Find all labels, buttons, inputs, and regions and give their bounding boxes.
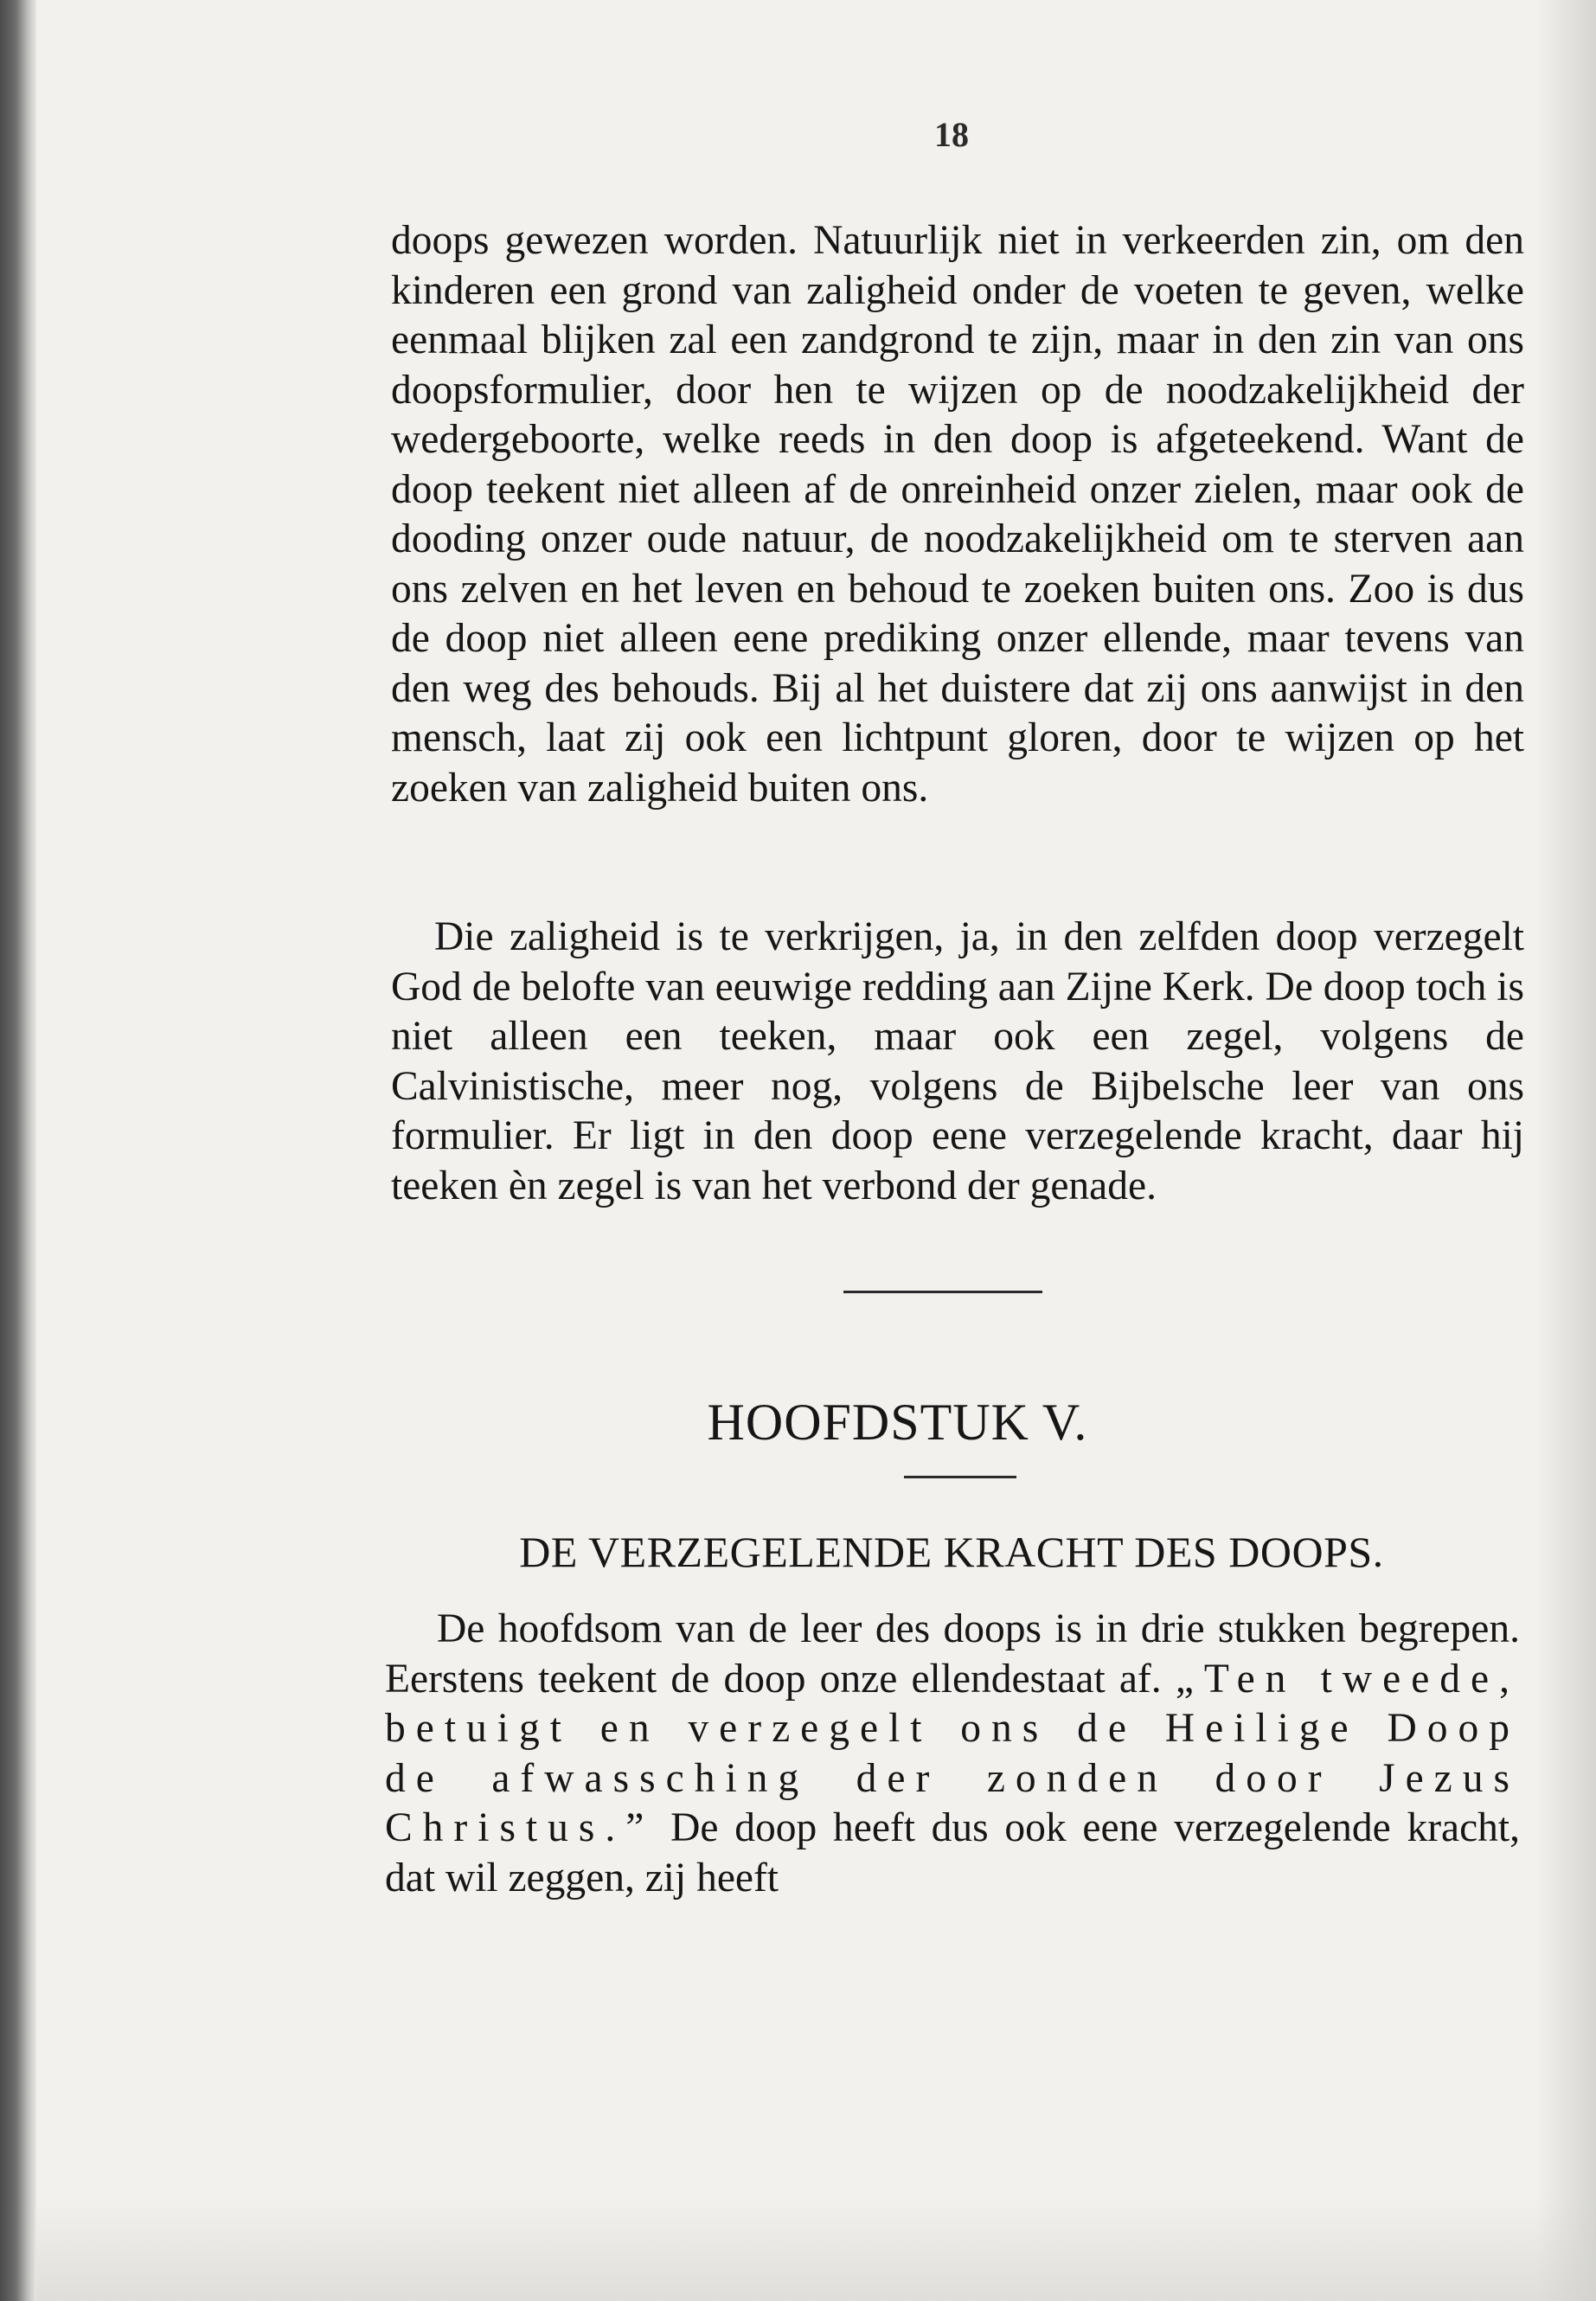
paragraph-2: Die zaligheid is te verkrijgen, ja, in den zelfden doop verzegelt God de belofte van eeuwige redding aan Zijne Kerk. De doop toch is niet alleen een teeken, maar ook een zegel, volgens de Calvinistische, meer nog, volgens de Bijbelsche leer van ons formulier. Er ligt in den doop eene verzegelende kracht, daar hij teeken èn zegel is van het verbond der genade. <box>391 914 1524 1208</box>
paragraph-3-quote: „Ten tweede, betuigt en verzegelt ons de Heilige Doop de afwassching der zonden door Jezus Christus.” <box>385 1656 1520 1850</box>
scan-left-edge <box>0 0 36 2301</box>
paragraph-3 <box>385 1605 1520 1903</box>
scan-bottom-shade <box>36 2197 1596 2301</box>
page-number: 18 <box>934 115 969 154</box>
paragraph-3-intro: De hoofdsom van de leer des doops is in drie stukken begrepen. Eerstens teekent de doop onze ellendestaat af. <box>385 1606 1520 1702</box>
chapter-heading: HOOFDSTUK V. <box>707 1394 1088 1451</box>
section-divider-bottom <box>904 1476 1016 1478</box>
chapter-title: DE VERZEGELENDE KRACHT DES DOOPS. <box>519 1528 1384 1576</box>
paragraph-3-outro: De doop heeft dus ook eene verzegelende kracht, dat wil zeggen, zij heeft <box>385 1805 1521 1900</box>
scan-right-shade <box>1535 0 1596 2301</box>
paragraph-1: doops gewezen worden. Natuurlijk niet in verkeerden zin, om den kinderen een grond van zaligheid onder de voeten te geven, welke eenmaal blijken zal een zandgrond te zijn, maar in den zin van ons doopsformulier, door hen te wijzen op de noodzakelijkheid der wedergeboorte, welke reeds in den doop is afgeteekend. Want de doop teekent niet alleen af de onreinheid onzer zielen, maar ook de dooding onzer oude natuur, de noodzakelijkheid om te sterven aan ons zelven en het leven en behoud te zoeken buiten ons. Zoo is dus de doop niet alleen eene prediking onzer ellende, maar tevens van den weg des behouds. Bij al het duistere dat zij ons aanwijst in den mensch, laat zij ook een lichtpunt gloren, door te wijzen op het zoeken van zaligheid buiten ons. <box>391 218 1524 811</box>
section-divider-top <box>843 1291 1042 1293</box>
